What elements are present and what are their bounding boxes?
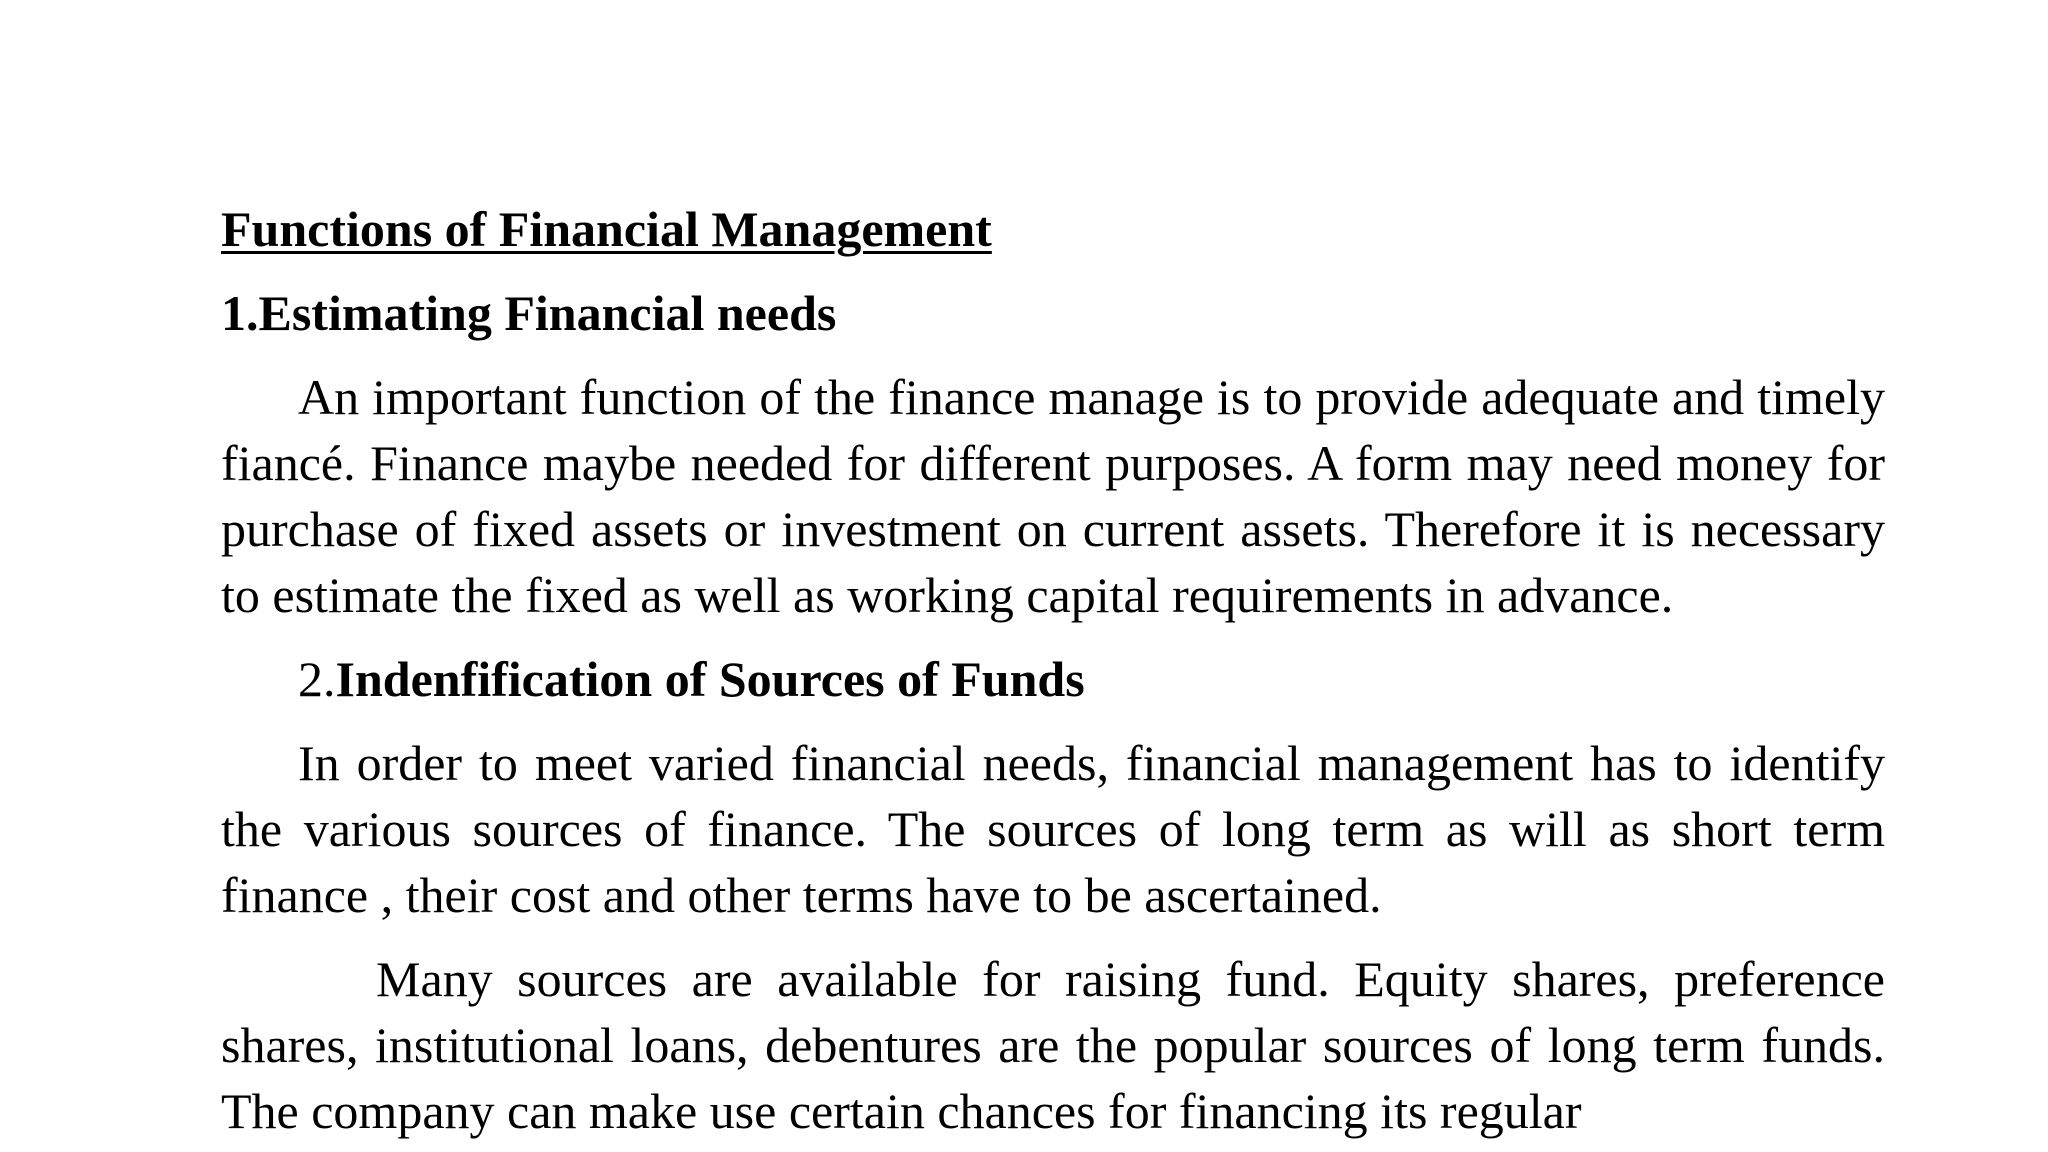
section-2-heading	[221, 646, 1885, 712]
document-title: Functions of Financial Management	[221, 201, 992, 257]
section-2-number: 2.	[298, 651, 336, 707]
section-1-paragraph: An important function of the finance manage is to provide adequate and timely fiancé. Finance maybe needed for different purposes. A form may need money for purchase of fixed assets or investment on current assets. Therefore it is necessary to estimate the fixed as well as working capital requirements in advance.	[221, 369, 1885, 623]
document-body	[221, 196, 1885, 1152]
section-2-paragraph-1: In order to meet varied financial needs, financial management has to identify the various sources of finance. The sources of long term as will as short term finance , their cost and other terms have to be ascertained.	[221, 735, 1885, 923]
section-2-paragraph-2: Many sources are available for raising fund. Equity shares, preference shares, institutional loans, debentures are the popular sources of long term funds. The company can make use certain chances for financing its regular	[221, 951, 1885, 1139]
section-2-heading-text: Indenfification of Sources of Funds	[335, 651, 1085, 707]
section-1-heading: 1.Estimating Financial needs	[221, 285, 837, 341]
